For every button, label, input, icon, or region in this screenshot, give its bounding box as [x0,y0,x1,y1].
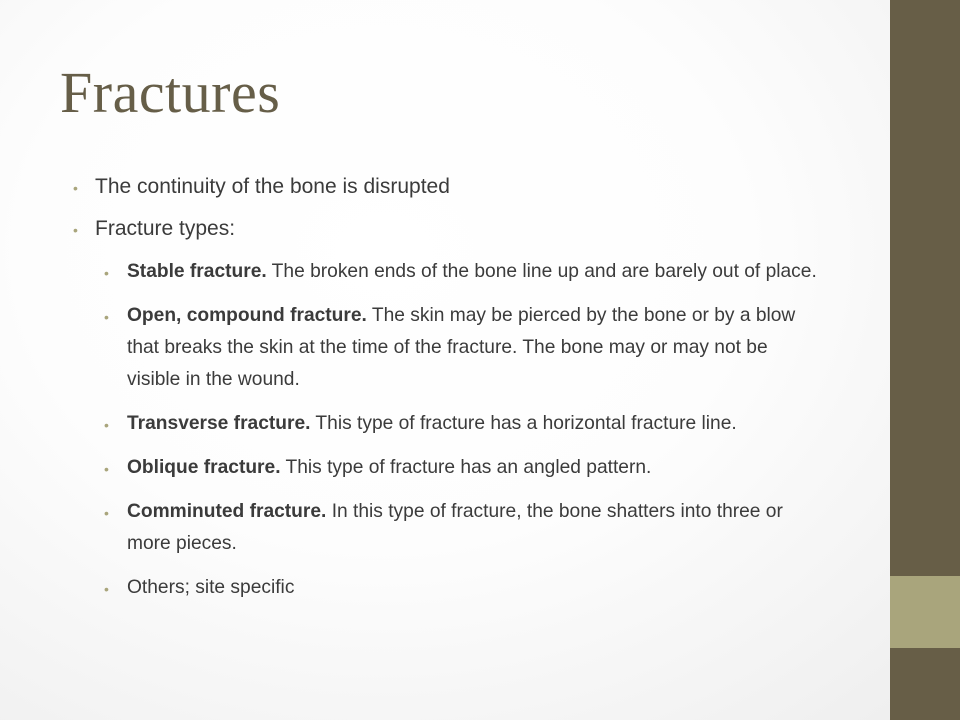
sub-bullet-item [104,256,855,288]
side-bar-dark-segment [890,648,960,720]
sub-bullet-item [104,452,855,484]
bullet-dot-icon: • [104,505,109,521]
side-accent-bar [890,0,960,720]
sub-bullet-text: In this type of fracture, the bone shatters into three or more pieces. [127,501,783,554]
bullet-list [73,172,855,616]
bullet-dot-icon: • [104,461,109,477]
bullet-dot-icon: • [73,222,78,238]
bullet-dot-icon: • [73,180,78,196]
bullet-dot-icon: • [104,309,109,325]
sub-bullet-item [104,496,855,560]
sub-bullet-item [104,300,855,396]
sub-bullet-text: This type of fracture has a horizontal fracture line. [310,413,737,434]
bullet-text: Fracture types: [95,217,236,240]
sub-bullet-text: The skin may be pierced by the bone or by a blow that breaks the skin at the time of the fracture. The bone may or may not be visible in the wound. [127,305,796,390]
side-bar-dark-segment [890,0,960,576]
sub-bullet-term: Oblique fracture. [127,457,281,478]
slide-title: Fractures [60,60,281,125]
bullet-dot-icon: • [104,265,109,281]
bullet-item [73,172,855,202]
side-bar-light-segment [890,576,960,648]
sub-bullet-text: Others; site specific [127,577,295,598]
bullet-dot-icon: • [104,581,109,597]
sub-bullet-item [104,572,855,604]
bullet-dot-icon: • [104,417,109,433]
sub-bullet-term: Open, compound fracture. [127,305,367,326]
sub-bullet-term: Stable fracture. [127,261,267,282]
sub-bullet-item [104,408,855,440]
bullet-text: The continuity of the bone is disrupted [95,175,450,198]
bullet-item [73,214,855,244]
sub-bullet-term: Transverse fracture. [127,413,311,434]
sub-bullet-text: This type of fracture has an angled pattern. [280,457,652,478]
sub-bullet-text: The broken ends of the bone line up and are barely out of place. [266,261,817,282]
sub-bullet-term: Comminuted fracture. [127,501,327,522]
